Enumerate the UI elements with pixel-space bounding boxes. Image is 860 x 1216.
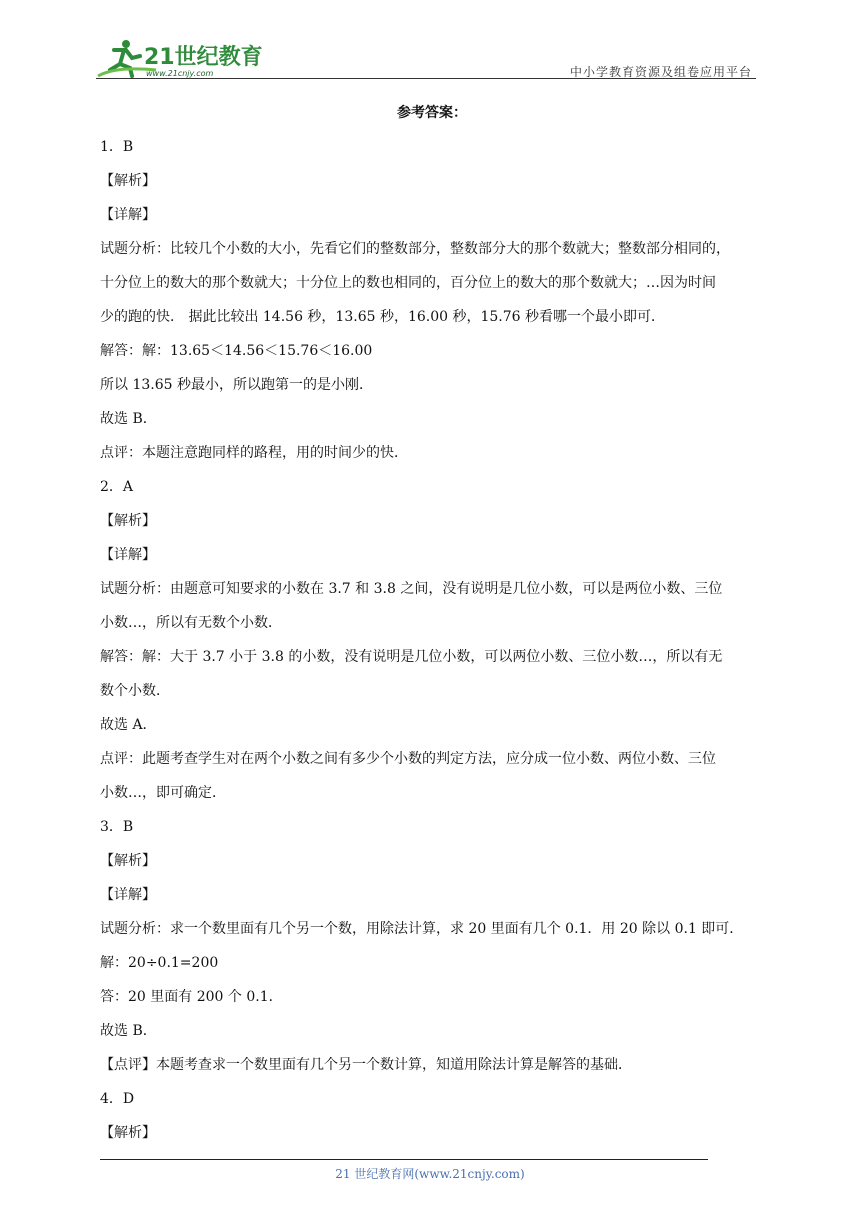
- text-line: 解答：解：13.65＜14.56＜15.76＜16.00: [100, 343, 373, 359]
- text-line: 【解析】: [100, 513, 156, 529]
- text-line: 4．D: [100, 1091, 135, 1107]
- text-line: 【详解】: [100, 547, 156, 563]
- logo-21cnjy: [96, 36, 266, 80]
- header-divider: [96, 78, 756, 79]
- text-line: 故选 B．: [100, 1023, 157, 1039]
- text-line: 解答：解：大于 3.7 小于 3.8 的小数，没有说明是几位小数，可以两位小数、三位小数…，所以有无: [100, 649, 723, 665]
- text-line: 点评：此题考查学生对在两个小数之间有多少个小数的判定方法，应分成一位小数、两位小数、三位: [100, 751, 716, 767]
- text-line: 1．B: [100, 139, 134, 155]
- logo-text: 21世纪教育: [144, 45, 263, 70]
- text-line: 3．B: [100, 819, 134, 835]
- text-line: 【详解】: [100, 887, 156, 903]
- text-line: 所以 13.65 秒最小，所以跑第一的是小刚．: [100, 377, 373, 393]
- text-line: 【详解】: [100, 207, 156, 223]
- text-line: 试题分析：求一个数里面有几个另一个数，用除法计算，求 20 里面有几个 0.1．用 20 除以 0.1 即可．: [100, 921, 744, 937]
- answer-content: [100, 96, 764, 1150]
- text-line: 故选 B．: [100, 411, 157, 427]
- text-line: 【解析】: [100, 853, 156, 869]
- text-line: 试题分析：由题意可知要求的小数在 3.7 和 3.8 之间，没有说明是几位小数，可以是两位小数、三位: [100, 581, 723, 597]
- text-line: 解：20÷0.1=200: [100, 955, 219, 971]
- text-line: 小数…，即可确定．: [100, 785, 226, 801]
- text-line: 【解析】: [100, 173, 156, 189]
- page-header: [96, 30, 756, 80]
- logo-url: www.21cnjy.com: [146, 69, 214, 78]
- footer-divider: [100, 1159, 708, 1160]
- platform-name: 中小学教育资源及组卷应用平台: [569, 65, 752, 79]
- section-title: 参考答案：: [397, 105, 467, 121]
- footer-source: 21 世纪教育网(www.21cnjy.com): [335, 1167, 525, 1181]
- text-line: 点评：本题注意跑同样的路程，用的时间少的快．: [100, 445, 408, 461]
- answer-lines: [100, 130, 764, 1150]
- text-line: 数个小数．: [100, 683, 170, 699]
- text-line: 少的跑的快． 据此比较出 14.56 秒，13.65 秒，16.00 秒，15.76 秒看哪一个最小即可．: [100, 309, 666, 325]
- text-line: 【解析】: [100, 1125, 156, 1141]
- text-line: 【点评】本题考查求一个数里面有几个另一个数计算，知道用除法计算是解答的基础．: [100, 1057, 632, 1073]
- text-line: 2．A: [100, 479, 134, 495]
- text-line: 小数…，所以有无数个小数．: [100, 615, 282, 631]
- text-line: 试题分析：比较几个小数的大小，先看它们的整数部分，整数部分大的那个数就大；整数部分相同的，: [100, 241, 730, 257]
- text-line: 答：20 里面有 200 个 0.1．: [100, 989, 283, 1005]
- text-line: 故选 A．: [100, 717, 157, 733]
- text-line: 十分位上的数大的那个数就大；十分位上的数也相同的，百分位上的数大的那个数就大；…因为时间: [100, 275, 716, 291]
